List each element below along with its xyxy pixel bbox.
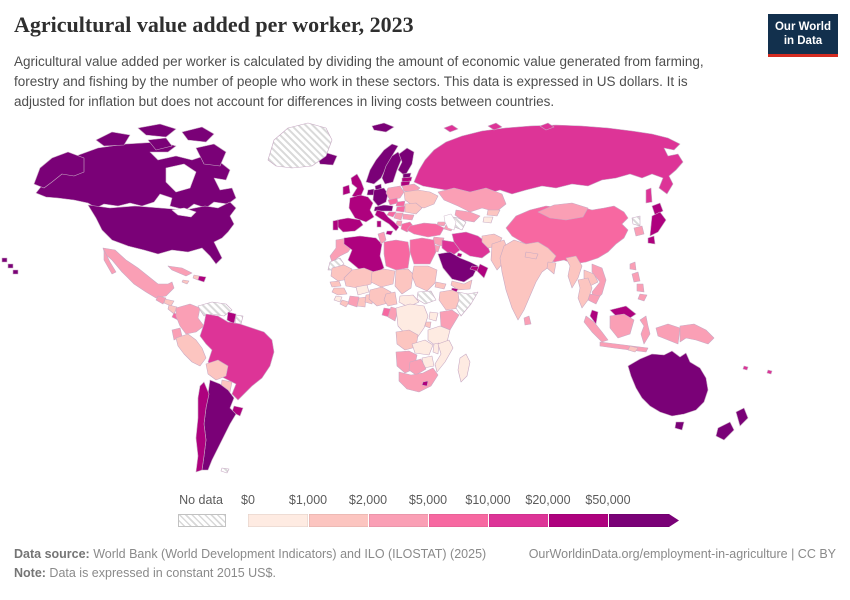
country-russia-arctic-isle1[interactable]	[444, 125, 458, 132]
country-italy-sardinia[interactable]	[377, 221, 381, 227]
owid-logo-line2: in Data	[783, 35, 823, 48]
country-canada-arctic1[interactable]	[96, 132, 130, 146]
country-bangladesh[interactable]	[547, 262, 556, 274]
country-norway-svalbard[interactable]	[372, 123, 394, 132]
country-united-kingdom[interactable]	[351, 174, 364, 198]
country-sri-lanka[interactable]	[524, 316, 531, 325]
country-spain[interactable]	[337, 218, 363, 232]
data-source-label: Data source:	[14, 547, 90, 561]
country-germany[interactable]	[373, 188, 388, 206]
note-line	[14, 564, 276, 583]
country-italy-sicily[interactable]	[386, 231, 393, 235]
country-egypt[interactable]	[410, 238, 436, 264]
owid-logo[interactable]	[768, 14, 838, 57]
country-poland[interactable]	[386, 186, 404, 200]
legend-bin-swatch-3[interactable]	[428, 514, 489, 527]
country-japan-honshu[interactable]	[650, 212, 666, 236]
country-dominican-republic[interactable]	[198, 276, 206, 282]
country-jamaica[interactable]	[182, 280, 189, 284]
country-hungary[interactable]	[396, 206, 405, 212]
country-suriname[interactable]	[235, 315, 243, 324]
country-cuba[interactable]	[168, 266, 192, 276]
legend-tick-label-2: $2,000	[348, 493, 388, 507]
country-rwanda-burundi[interactable]	[425, 322, 431, 328]
legend-bin-swatch-1[interactable]	[308, 514, 369, 527]
chart-subtitle: Agricultural value added per worker is calculated by dividing the amount of economic value generated from farming, forestry and fishing by the number of people who work in these sectors. This data is expressed in US dollars. It is adjusted for inflation but does not account for differences in living costs between countries.	[14, 54, 704, 109]
legend-tick-label-6: $50,000	[585, 493, 631, 507]
country-netherlands-belgium[interactable]	[367, 189, 374, 195]
country-japan-kyushu[interactable]	[648, 236, 655, 244]
country-indonesia-sulawesi[interactable]	[640, 316, 650, 344]
legend-no-data-swatch[interactable]	[178, 514, 226, 527]
legend-bin-swatch-6[interactable]	[608, 514, 679, 527]
country-india[interactable]	[500, 240, 556, 320]
footer-row-1	[14, 545, 836, 564]
legend-tick-label-0: $0	[241, 493, 255, 507]
legend-tick-label-5: $20,000	[525, 493, 571, 507]
legend-bin-swatch-0[interactable]	[248, 514, 308, 527]
country-new-zealand-south[interactable]	[716, 422, 734, 440]
country-fiji1[interactable]	[743, 366, 748, 370]
country-russia[interactable]	[414, 125, 683, 196]
country-nicaragua[interactable]	[168, 305, 177, 314]
country-niger[interactable]	[371, 269, 395, 287]
country-libya[interactable]	[384, 240, 410, 270]
country-eritrea[interactable]	[435, 282, 446, 289]
owid-logo-line1: Our World	[774, 21, 831, 33]
owid-link[interactable]: OurWorldinData.org/employment-in-agriculture | CC BY	[528, 547, 836, 561]
country-canada-arctic2[interactable]	[138, 124, 176, 137]
country-falkland-islands[interactable]	[221, 468, 229, 473]
data-source-line	[14, 545, 486, 564]
country-philippines-visayas[interactable]	[637, 284, 644, 292]
note-label: Note:	[14, 566, 46, 581]
world-map	[0, 118, 850, 490]
country-liberia[interactable]	[340, 300, 349, 307]
legend-bin-swatch-4[interactable]	[488, 514, 549, 527]
country-slovakia[interactable]	[396, 201, 405, 206]
country-united-states-hawaii2[interactable]	[8, 264, 13, 268]
chart-footer	[14, 545, 836, 584]
country-portugal[interactable]	[333, 220, 338, 230]
country-australia-tasmania[interactable]	[675, 422, 684, 430]
country-philippines-luzon[interactable]	[632, 272, 640, 282]
footer-row-2	[14, 564, 836, 583]
country-thailand[interactable]	[578, 278, 592, 308]
country-sierra-leone[interactable]	[334, 296, 342, 302]
country-tajikistan[interactable]	[483, 217, 493, 223]
country-burkina-faso[interactable]	[356, 285, 369, 295]
country-bulgaria[interactable]	[403, 214, 414, 220]
country-fiji2[interactable]	[767, 370, 772, 374]
map-legend	[0, 490, 850, 534]
legend-tick-label-4: $10,000	[465, 493, 511, 507]
country-australia[interactable]	[628, 351, 708, 416]
country-serbia[interactable]	[394, 213, 403, 220]
country-indonesia-papua[interactable]	[656, 324, 680, 344]
country-papua-new-guinea[interactable]	[680, 324, 714, 344]
country-lesotho[interactable]	[422, 381, 428, 386]
country-peru[interactable]	[176, 334, 206, 366]
country-senegal[interactable]	[330, 281, 341, 287]
country-uganda[interactable]	[429, 312, 438, 321]
country-canada-arctic3[interactable]	[182, 127, 214, 142]
legend-no-data-label: No data	[179, 493, 223, 507]
country-madagascar[interactable]	[458, 354, 470, 382]
country-guinea[interactable]	[332, 288, 347, 295]
country-indonesia-java[interactable]	[600, 342, 648, 352]
country-north-korea[interactable]	[632, 216, 640, 226]
country-russia-sakhalin[interactable]	[646, 188, 652, 203]
country-south-korea[interactable]	[634, 226, 644, 236]
country-oman[interactable]	[477, 264, 488, 278]
country-cambodia[interactable]	[588, 294, 600, 304]
country-chad[interactable]	[395, 269, 413, 294]
country-united-states-hawaii3[interactable]	[13, 270, 18, 274]
country-united-states-hawaii1[interactable]	[2, 258, 7, 262]
legend-tick-label-3: $5,000	[408, 493, 448, 507]
data-source-text: World Bank (World Development Indicators) and ILO (ILOSTAT) (2025)	[89, 547, 487, 561]
country-philippines-mindanao[interactable]	[638, 294, 647, 301]
country-cameroon[interactable]	[384, 292, 397, 306]
note-text: Data is expressed in constant 2015 US$.	[45, 566, 276, 581]
country-taiwan[interactable]	[630, 262, 636, 270]
country-indonesia-kalimantan[interactable]	[610, 314, 634, 338]
country-france[interactable]	[349, 195, 374, 222]
country-kuwait[interactable]	[457, 253, 462, 257]
country-south-sudan[interactable]	[417, 291, 436, 304]
legend-bin-swatch-5[interactable]	[548, 514, 609, 527]
country-kyrgyzstan[interactable]	[487, 210, 500, 216]
legend-bin-swatch-2[interactable]	[368, 514, 429, 527]
country-new-zealand-north[interactable]	[736, 408, 748, 426]
country-sudan[interactable]	[412, 266, 437, 291]
country-kazakhstan[interactable]	[438, 188, 506, 212]
country-ireland[interactable]	[343, 185, 350, 195]
page-title: Agricultural value added per worker, 2023	[14, 12, 414, 37]
country-somalia[interactable]	[456, 292, 478, 316]
legend-tick-label-1: $1,000	[288, 493, 328, 507]
country-venezuela[interactable]	[198, 302, 232, 316]
world-map-svg	[0, 118, 850, 490]
